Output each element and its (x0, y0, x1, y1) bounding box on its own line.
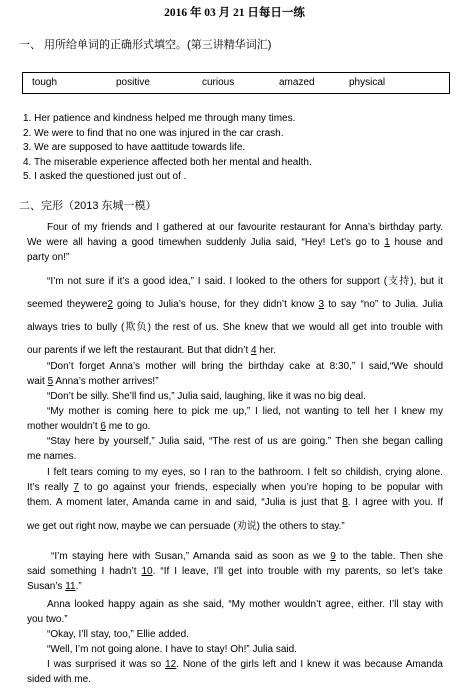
passage-paragraph (27, 549, 443, 594)
passage-line: “Okay, I’ll stay, too,” Ellie added. (47, 629, 189, 640)
passage-paragraph (27, 627, 443, 687)
passage-paragraph (27, 389, 443, 404)
passage-paragraph (27, 404, 443, 434)
passage-line: them. A moment later, Amanda came in and said, “Julia is just that 8. I agree with you. If (27, 497, 443, 508)
passage-line: always tries to bully (欺负) the rest of us. She knew that we would all get into trouble with (27, 322, 443, 333)
passage-line: I was surprised it was so 12. None of the girls left and I knew it was because Amanda (47, 659, 443, 670)
passage-line: “Stay here by yourself,” Julia said, “The rest of us are going.” Then she began calling (47, 436, 443, 447)
word-bank-item: physical (349, 77, 386, 88)
passage-paragraph (27, 465, 443, 534)
passage-line: we get out right now, maybe we can persuade (劝说) the others to stay.” (27, 521, 345, 532)
blank-number: 10 (141, 566, 153, 577)
question-item: 1. Her patience and kindness helped me through many times. (23, 113, 296, 124)
passage-line: me names. (27, 451, 77, 462)
passage-line: mother wouldn’t 6 me to go. (27, 421, 151, 432)
passage-paragraph (27, 220, 443, 265)
word-bank-item: amazed (279, 77, 315, 88)
blank-number: 4 (251, 345, 257, 356)
passage-line: you two.” (27, 614, 68, 625)
page-title: 2016 年 03 月 21 日每日一练 (164, 7, 305, 19)
passage-line: Anna looked happy again as she said, “My mother wouldn’t agree, either. I’ll stay with (47, 599, 443, 610)
blank-number: 12 (165, 659, 177, 670)
blank-number: 3 (318, 299, 325, 310)
blank-number: 8 (342, 497, 348, 508)
blank-number: 2 (107, 299, 113, 310)
passage-line: Susan’s 11.” (27, 581, 82, 592)
passage-paragraph (27, 597, 443, 627)
passage-line: “I’m staying here with Susan,” Amanda said as soon as we 9 to the table. Then she (51, 551, 444, 562)
word-bank (22, 72, 450, 94)
blank-number: 5 (47, 376, 54, 387)
blank-number: 7 (73, 482, 79, 493)
passage-line: “My mother is coming here to pick me up,” I lied, not wanting to tell her I knew my (47, 406, 443, 417)
question-item: 4. The miserable experience affected both her mental and health. (23, 156, 312, 168)
passage-line: Four of my friends and I gathered at our favourite restaurant for Anna’s birthday party. (47, 222, 443, 233)
passage-paragraph (27, 434, 443, 464)
word-bank-item: tough (32, 77, 58, 88)
passage-line: “Don’t forget Anna’s mother will bring the birthday cake at 8:30,” I said,“We should (47, 361, 443, 372)
question-item: 5. I asked the questioned just out of . (23, 171, 187, 182)
blank-number: 6 (100, 421, 106, 432)
section1-heading: 一、 用所给单词的正确形式填空。(第三讲精华词汇) (19, 39, 272, 51)
passage-paragraph (27, 359, 443, 389)
passage-line: sided with me. (27, 674, 91, 685)
section2-heading: 二、完形（2013 东城一模） (19, 200, 157, 212)
question-item: 2. We were to find that no one was injured in the car crash. (23, 127, 284, 139)
question-list (23, 112, 312, 185)
passage-line: “I’m not sure if it’s a good idea,” I said. I looked to the others for support (支持), but it (47, 276, 443, 287)
passage-line: “Well, I’m not going alone. I have to stay! Oh!” Julia said. (47, 644, 297, 655)
blank-number: 1 (384, 237, 390, 248)
question-item: 3. We are supposed to have aattitude towards life. (23, 142, 246, 153)
passage-line: wait 5 Anna’s mother arrives!” (27, 376, 159, 387)
passage-line: It’s really 7 to go against your friends, especially when you’re hoping to be popular with (27, 482, 443, 493)
blank-number: 11 (65, 581, 76, 592)
passage-paragraph (27, 272, 443, 361)
word-bank-item: curious (202, 77, 235, 88)
word-bank-item: positive (116, 77, 150, 88)
passage-line: party on!” (27, 252, 70, 263)
passage-line: I felt tears coming to my eyes, so I ran to the bathroom. I felt so childish, crying alone. (47, 467, 443, 478)
blank-number: 9 (330, 551, 336, 562)
passage-line: We were all having a good timewhen suddenly Julia said, “Hey! Let’s go to 1 house and (27, 237, 443, 248)
passage-line: said something I hadn’t 10. “If I leave, I’ll get into trouble with my parents, so let’s take (27, 566, 443, 577)
passage-line: our parents if we left the restaurant. But that didn’t 4 her. (27, 345, 277, 356)
passage-line: seemed theywere2 going to Julia’s house, for they didn’t know 3 to say “no” to Julia. Julia (27, 299, 443, 310)
passage-line: “Don’t be silly. She’ll find us,” Julia said, laughing, like it was no big deal. (47, 391, 366, 402)
